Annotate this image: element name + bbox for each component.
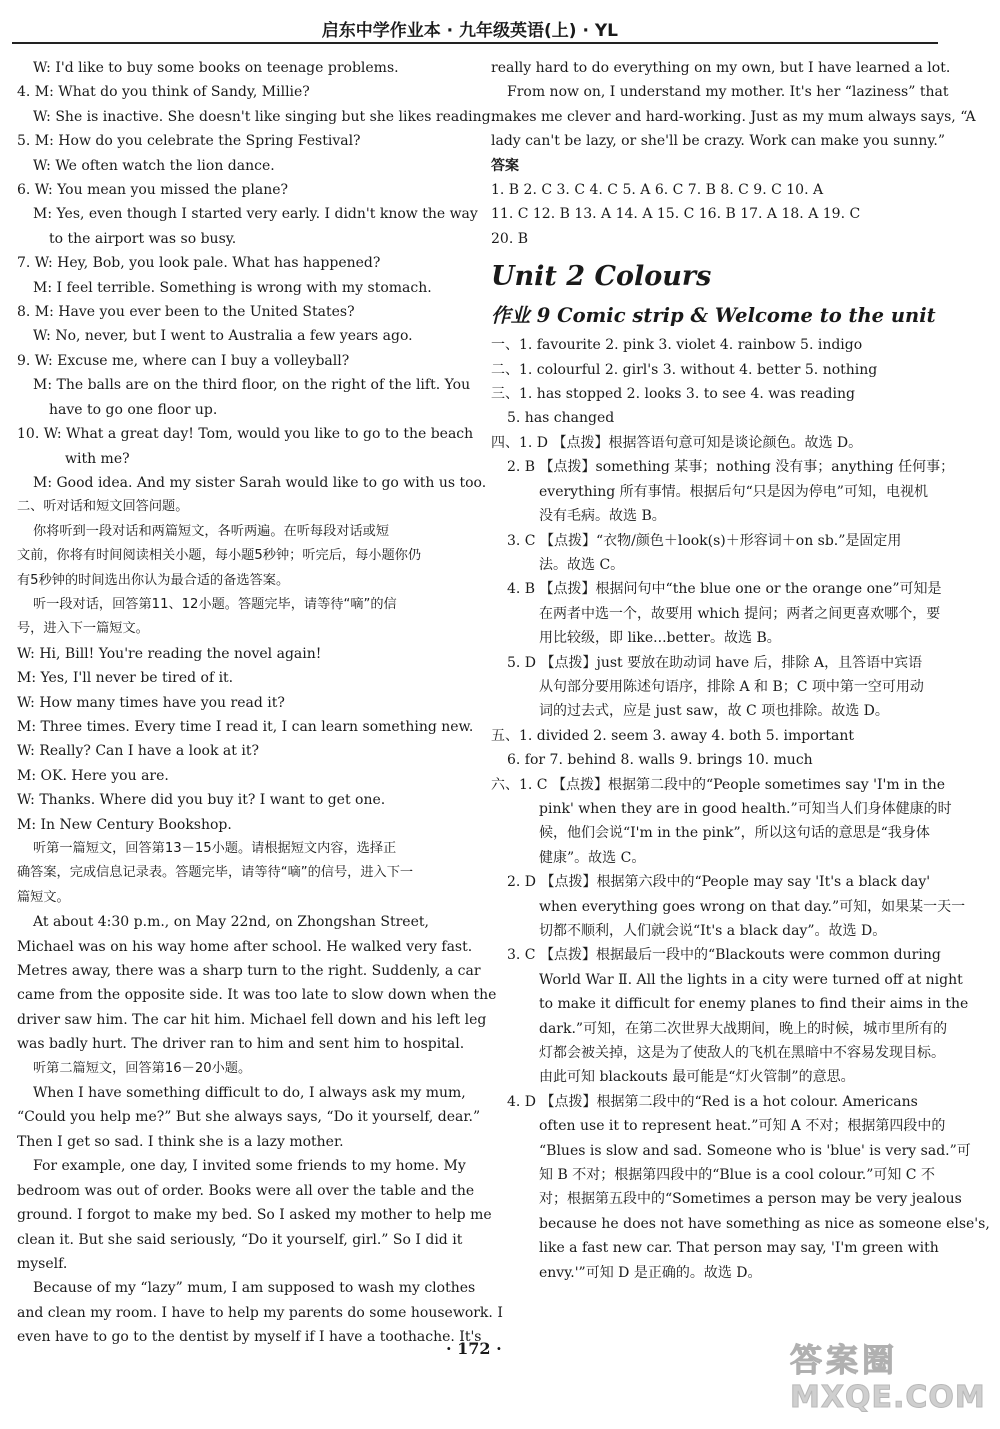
text-line: M: I feel terrible. Something is wrong with my stomach. (33, 279, 432, 296)
answer-line: 3. C 【点拨】根据最后一段中的“Blackouts were common during (507, 947, 941, 964)
answer-line: everything 所有事情。根据后句“只是因为停电”可知，电视机 (539, 483, 928, 500)
text-line: M: Yes, I'll never be tired of it. (17, 670, 234, 687)
text-line: 10. W: What a great day! Tom, would you like to go to the beach (17, 426, 474, 443)
answer-line: World War Ⅱ. All the lights in a city were turned off at night (539, 971, 963, 988)
text-line: really hard to do everything on my own, but I have learned a lot. (491, 60, 951, 76)
text-line: Michael was on his way home after school. He walked very fast. (17, 938, 473, 955)
answer-line: because he does not have something as nice as someone else's, (539, 1215, 990, 1232)
answer-line: 从句部分要用陈述句语序，排除 A 和 B；C 项中第一空可用动 (539, 678, 924, 695)
text-line: 9. W: Excuse me, where can I buy a volleyball? (17, 352, 350, 369)
answer-line: envy.'”可知 D 是正确的。故选 D。 (539, 1264, 762, 1281)
answer-line: 在两者中选一个，故要用 which 提问；两者之间更喜欢哪个，要 (539, 605, 941, 622)
text-line: 二、听对话和短文回答问题。 (17, 499, 189, 515)
answer-line: 词的过去式，应是 just saw，故 C 项也排除。故选 D。 (539, 703, 889, 720)
answer-line: pink' when they are in good health.”可知当人们身体健康的时 (539, 800, 952, 817)
text-line: M: Three times. Every time I read it, I can learn something new. (17, 718, 474, 735)
answer-line: 2. B 【点拨】something 某事；nothing 没有事；anything 任何事； (507, 459, 955, 476)
text-line: M: OK. Here you are. (17, 767, 169, 784)
answer-line: 灯都会被关掉，这是为了使敌人的飞机在黑暗中不容易发现目标。 (539, 1045, 945, 1062)
exercise-answers (491, 333, 990, 1285)
text-line: Because of my “lazy” mum, I am supposed to wash my clothes (33, 1280, 476, 1297)
answers-label: 答案 (491, 157, 519, 174)
text-line: W: She is inactive. She doesn't like singing but she likes reading. (33, 108, 496, 125)
text-line: 4. M: What do you think of Sandy, Millie? (17, 84, 310, 101)
watermark-logo (790, 1340, 990, 1420)
text-line: to the airport was so busy. (49, 230, 237, 247)
answer-line: 健康”。故选 C。 (539, 849, 646, 866)
answer-line: 法。故选 C。 (539, 556, 625, 573)
text-line: bedroom was out of order. Books were all over the table and the (17, 1182, 475, 1199)
answer-line: 知 B 不对；根据第四段中的“Blue is a cool colour.”可知 C 不 (539, 1167, 935, 1184)
answer-line: 三、1. has stopped 2. looks 3. to see 4. was reading (491, 386, 855, 403)
text-line: 确答案，完成信息记录表。答题完毕，请等待“嘀”的信号，进入下一 (17, 865, 414, 881)
answer-line: 候，他们会说“I'm in the pink”，所以这句话的意思是“我身体 (539, 825, 930, 842)
answer-line: 切都不顺利，人们就会说“It's a black day”。故选 D。 (539, 923, 887, 939)
text-line: ground. I forgot to make my bed. So I asked my mother to help me (17, 1207, 492, 1224)
text-line: 文前，你将有时间阅读相关小题，每小题5秒钟；听完后，每小题你仍 (17, 548, 422, 564)
answer-line: 由此可知 blackouts 最可能是“灯火管制”的意思。 (539, 1069, 855, 1086)
answer-line: 2. D 【点拨】根据第六段中的“People may say 'It's a black day' (507, 874, 931, 891)
text-line: Then I get so sad. I think she is a lazy mother. (17, 1133, 344, 1150)
answer-row: 20. B (491, 230, 529, 247)
text-line: 听第一篇短文，回答第13－15小题。请根据短文内容，选择正 (33, 841, 397, 856)
text-line: 听第二篇短文，回答第16－20小题。 (33, 1060, 252, 1076)
text-line: clean it. But she said seriously, “Do it yourself, girl.” So I did it (17, 1231, 463, 1248)
page-header (12, 12, 938, 44)
text-line: have to go one floor up. (49, 401, 218, 418)
answer-line: 四、1. D 【点拨】根据答语句意可知是谈论颜色。故选 D。 (491, 434, 863, 451)
passage-continuation (491, 56, 976, 154)
text-line: was badly hurt. The driver ran to him and sent him to hospital. (17, 1036, 465, 1053)
answer-line: 对；根据第五段中的“Sometimes a person may be very jealous (539, 1191, 962, 1208)
text-line: W: Thanks. Where did you buy it? I want to get one. (17, 792, 386, 809)
text-line: From now on, I understand my mother. It's her “laziness” that (507, 84, 949, 101)
text-line: 6. W: You mean you missed the plane? (17, 182, 289, 199)
answer-line: 一、1. favourite 2. pink 3. violet 4. rainbow 5. indigo (491, 337, 863, 354)
text-line: W: No, never, but I went to Australia a few years ago. (33, 328, 413, 345)
text-line: W: Really? Can I have a look at it? (17, 743, 259, 760)
answer-line: 4. D 【点拨】根据第二段中的“Red is a hot colour. Americans (507, 1093, 918, 1110)
text-line: At about 4:30 p.m., on May 22nd, on Zhongshan Street, (33, 914, 429, 931)
text-line: came from the opposite side. It was too late to slow down when the (17, 987, 497, 1004)
answer-line: 用比较级，即 like...better。故选 B。 (539, 630, 781, 647)
answer-line: 3. C 【点拨】“衣物/颜色＋look(s)＋形容词＋on sb.”是固定用 (507, 532, 902, 549)
text-line: makes me clever and hard-working. Just as my mum always says, “A (491, 108, 976, 125)
text-line: M: Yes, even though I started very early. I didn't know the way (33, 206, 478, 223)
text-line: with me? (65, 450, 130, 467)
answer-line: 5. has changed (507, 410, 615, 427)
header-title: 启东中学作业本 · 九年级英语(上) · YL (321, 21, 618, 41)
answer-line: 二、1. colourful 2. girl's 3. without 4. better 5. nothing (491, 361, 878, 378)
watermark-top-text: 答案圈 (790, 1341, 899, 1379)
text-line: 8. M: Have you ever been to the United States? (17, 304, 355, 321)
text-line: W: I'd like to buy some books on teenage problems. (33, 60, 399, 76)
text-line: W: We often watch the lion dance. (33, 157, 275, 174)
text-line: Metres away, there was a sharp turn to the right. Suddenly, a car (17, 963, 481, 980)
text-line: 5. M: How do you celebrate the Spring Festival? (17, 133, 361, 150)
answer-line: to make it difficult for enemy planes to find their aims in the (539, 996, 969, 1013)
text-line: “Could you help me?” But she always says, “Do it yourself, dear.” (17, 1109, 481, 1126)
text-line: M: The balls are on the third floor, on the right of the lift. You (33, 377, 471, 394)
text-line: and clean my room. I have to help my parents do some housework. I (17, 1304, 503, 1321)
answer-line: 5. D 【点拨】just 要放在助动词 have 后，排除 A，且答语中宾语 (507, 654, 923, 671)
text-line: M: Good idea. And my sister Sarah would like to go with us too. (33, 474, 487, 491)
text-line: For example, one day, I invited some friends to my home. My (33, 1158, 466, 1175)
answer-line: 五、1. divided 2. seem 3. away 4. both 5. important (491, 727, 854, 744)
text-line: myself. (17, 1255, 68, 1272)
text-line: 7. W: Hey, Bob, you look pale. What has happened? (17, 255, 381, 272)
section-title: 作业 9 Comic strip & Welcome to the unit (491, 304, 936, 328)
text-line: driver saw him. The car hit him. Michael fell down and his left leg (17, 1011, 487, 1028)
text-line: M: In New Century Bookshop. (17, 816, 232, 833)
answer-row: 1. B 2. C 3. C 4. C 5. A 6. C 7. B 8. C 9. C 10. A (491, 182, 824, 199)
text-line: 你将听到一段对话和两篇短文，各听两遍。在听每段对话或短 (33, 523, 390, 539)
text-line: 号，进入下一篇短文。 (17, 621, 149, 637)
page-number: · 172 · (446, 1339, 502, 1358)
answer-line: dark.”可知，在第二次世界大战期间，晚上的时候，城市里所有的 (539, 1020, 948, 1037)
answer-line: when everything goes wrong on that day.”可知，如果某一天一 (539, 898, 966, 915)
text-line: 有5秒钟的时间选出你认为最合适的备选答案。 (17, 572, 290, 588)
answer-line: 六、1. C 【点拨】根据第二段中的“People sometimes say 'I'm in the (491, 776, 945, 793)
answer-key (491, 178, 941, 251)
text-line: 篇短文。 (17, 889, 70, 905)
text-line: even have to go to the dentist by myself if I have a toothache. It's (17, 1329, 482, 1346)
answer-row: 11. C 12. B 13. A 14. A 15. C 16. B 17. A 18. A 19. C (491, 206, 861, 223)
right-column (491, 56, 990, 1285)
text-line: W: Hi, Bill! You're reading the novel again! (17, 645, 322, 662)
text-line: lady can't be lazy, or she'll be crazy. Work can make you sunny.” (491, 133, 946, 150)
text-line: W: How many times have you read it? (17, 694, 285, 711)
text-line: When I have something difficult to do, I always ask my mum, (33, 1085, 466, 1102)
unit-title: Unit 2 Colours (491, 261, 712, 293)
answer-line: often use it to represent heat.”可知 A 不对；根据第四段中的 (539, 1118, 946, 1135)
answer-line: 没有毛病。故选 B。 (539, 508, 666, 525)
watermark-bottom-text: MXQE.COM (790, 1380, 986, 1415)
answer-line: like a fast new car. That person may say, 'I'm green with (539, 1240, 939, 1257)
answer-line: “Blues is slow and sad. Someone who is 'blue' is very sad.”可 (539, 1142, 971, 1159)
answer-line: 4. B 【点拨】根据问句中“the blue one or the orange one”可知是 (507, 581, 942, 598)
text-line: 听一段对话，回答第11、12小题。答题完毕，请等待“嘀”的信 (33, 596, 397, 612)
answer-line: 6. for 7. behind 8. walls 9. brings 10. much (507, 752, 813, 769)
